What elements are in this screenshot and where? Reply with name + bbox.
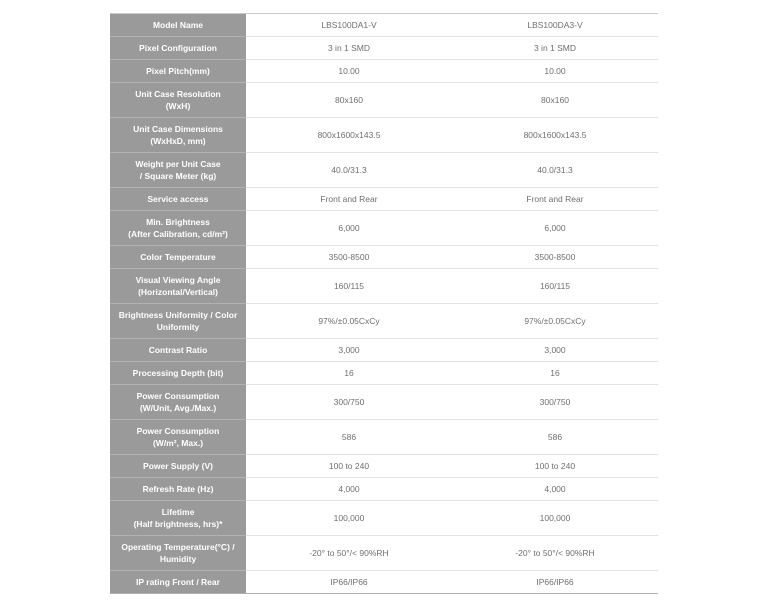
spec-row [110, 153, 658, 188]
spec-value-model-1: 160/115 [246, 269, 452, 304]
spec-row-label [110, 60, 246, 83]
spec-row-label [110, 455, 246, 478]
spec-label-line: Visual Viewing Angle [135, 275, 221, 285]
spec-value-model-2: 97%/±0.05CxCy [452, 304, 658, 339]
spec-value-model-1: IP66/IP66 [246, 571, 452, 594]
spec-row-label [110, 246, 246, 269]
spec-row [110, 501, 658, 536]
spec-label-line: Processing Depth (bit) [132, 368, 224, 378]
spec-row-label [110, 118, 246, 153]
spec-label-line: IP rating Front / Rear [136, 577, 220, 587]
spec-row-label [110, 37, 246, 60]
spec-row-label [110, 153, 246, 188]
spec-row-label [110, 304, 246, 339]
spec-row [110, 362, 658, 385]
spec-label-line: (WxHxD, mm) [150, 136, 206, 146]
spec-label-line: (Half brightness, hrs)* [133, 519, 223, 529]
spec-value-model-1: 40.0/31.3 [246, 153, 452, 188]
spec-label-line: Service access [147, 194, 209, 204]
spec-row-label [110, 188, 246, 211]
spec-value-model-2: 100,000 [452, 501, 658, 536]
spec-row [110, 246, 658, 269]
spec-value-model-2: 80x160 [452, 83, 658, 118]
spec-value-model-2: 6,000 [452, 211, 658, 246]
spec-label-line: Humidity [159, 554, 197, 564]
spec-label-line: (WxH) [165, 101, 191, 111]
spec-value-model-1: 80x160 [246, 83, 452, 118]
spec-value-model-2: LBS100DA3-V [452, 14, 658, 37]
spec-row-label [110, 420, 246, 455]
spec-row [110, 60, 658, 83]
spec-value-model-1: 100,000 [246, 501, 452, 536]
spec-value-model-2: 300/750 [452, 385, 658, 420]
spec-value-model-1: 3500-8500 [246, 246, 452, 269]
spec-value-model-1: 3 in 1 SMD [246, 37, 452, 60]
spec-value-model-1: 97%/±0.05CxCy [246, 304, 452, 339]
spec-value-model-2: 800x1600x143.5 [452, 118, 658, 153]
spec-row-label [110, 385, 246, 420]
spec-row [110, 269, 658, 304]
spec-row-label [110, 571, 246, 594]
spec-label-line: Unit Case Dimensions [133, 124, 223, 134]
spec-label-line: Color Temperature [140, 252, 216, 262]
spec-table [110, 13, 658, 594]
spec-label-line: Brightness Uniformity / Color [118, 310, 238, 320]
spec-value-model-2: 4,000 [452, 478, 658, 501]
spec-row [110, 188, 658, 211]
spec-row [110, 118, 658, 153]
spec-label-line: Weight per Unit Case [135, 159, 221, 169]
spec-value-model-2: IP66/IP66 [452, 571, 658, 594]
spec-label-line: Pixel Pitch(mm) [146, 66, 210, 76]
spec-row-label [110, 211, 246, 246]
spec-row [110, 83, 658, 118]
spec-label-line: (W/Unit, Avg./Max.) [139, 403, 217, 413]
spec-label-line: Contrast Ratio [148, 345, 208, 355]
spec-row [110, 304, 658, 339]
spec-row-label [110, 362, 246, 385]
spec-label-line: Model Name [152, 20, 204, 30]
spec-value-model-2: 10.00 [452, 60, 658, 83]
spec-value-model-2: Front and Rear [452, 188, 658, 211]
spec-value-model-2: 16 [452, 362, 658, 385]
spec-label-line: Power Consumption [136, 426, 220, 436]
spec-value-model-1: 16 [246, 362, 452, 385]
spec-value-model-1: 100 to 240 [246, 455, 452, 478]
spec-label-line: Power Supply (V) [143, 461, 213, 471]
spec-value-model-1: 3,000 [246, 339, 452, 362]
spec-label-line: Min. Brightness [146, 217, 210, 227]
spec-value-model-2: 40.0/31.3 [452, 153, 658, 188]
spec-row-label [110, 83, 246, 118]
spec-row-label [110, 14, 246, 37]
spec-value-model-1: LBS100DA1-V [246, 14, 452, 37]
spec-value-model-1: 586 [246, 420, 452, 455]
spec-label-line: / Square Meter (kg) [139, 171, 217, 181]
spec-value-model-2: 3500-8500 [452, 246, 658, 269]
spec-value-model-2: -20° to 50°/< 90%RH [452, 536, 658, 571]
spec-value-model-2: 3 in 1 SMD [452, 37, 658, 60]
spec-row [110, 385, 658, 420]
spec-row [110, 420, 658, 455]
spec-row [110, 211, 658, 246]
spec-row-label [110, 536, 246, 571]
spec-value-model-1: -20° to 50°/< 90%RH [246, 536, 452, 571]
spec-value-model-1: 10.00 [246, 60, 452, 83]
spec-value-model-1: Front and Rear [246, 188, 452, 211]
spec-value-model-1: 300/750 [246, 385, 452, 420]
spec-label-line: Pixel Configuration [139, 43, 217, 53]
spec-label-line: (Horizontal/Vertical) [138, 287, 218, 297]
spec-row [110, 37, 658, 60]
spec-row [110, 14, 658, 37]
spec-value-model-2: 100 to 240 [452, 455, 658, 478]
spec-label-line: (W/m², Max.) [152, 438, 204, 448]
spec-label-line: Refresh Rate (Hz) [142, 484, 214, 494]
spec-row [110, 536, 658, 571]
spec-value-model-1: 800x1600x143.5 [246, 118, 452, 153]
spec-value-model-1: 4,000 [246, 478, 452, 501]
spec-row-label [110, 339, 246, 362]
spec-label-line: Unit Case Resolution [135, 89, 221, 99]
spec-value-model-1: 6,000 [246, 211, 452, 246]
spec-value-model-2: 3,000 [452, 339, 658, 362]
spec-row-label [110, 269, 246, 304]
spec-row-label [110, 501, 246, 536]
spec-row [110, 571, 658, 594]
spec-value-model-2: 586 [452, 420, 658, 455]
spec-label-line: Power Consumption [136, 391, 220, 401]
spec-value-model-2: 160/115 [452, 269, 658, 304]
spec-row [110, 455, 658, 478]
spec-label-line: Operating Temperature(°C) / [121, 542, 235, 552]
spec-row [110, 478, 658, 501]
spec-label-line: Lifetime [161, 507, 195, 517]
spec-row [110, 339, 658, 362]
spec-label-line: (After Calibration, cd/m²) [128, 229, 228, 239]
spec-label-line: Uniformity [156, 322, 200, 332]
spec-table-body [110, 14, 658, 594]
spec-row-label [110, 478, 246, 501]
